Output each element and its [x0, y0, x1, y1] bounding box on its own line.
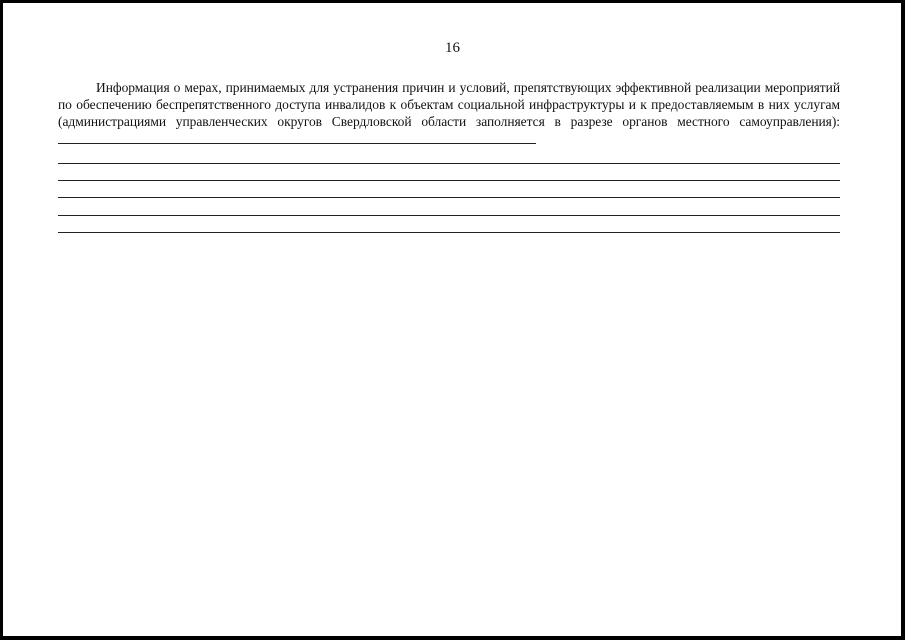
page-number: 16: [445, 40, 460, 56]
form-paragraph: [58, 79, 840, 148]
answer-line[interactable]: [58, 180, 840, 181]
page-border-left: [0, 0, 3, 640]
page-border-top: [0, 0, 905, 3]
answer-line[interactable]: [58, 197, 840, 198]
page-border-right: [901, 0, 905, 640]
answer-line[interactable]: [58, 232, 840, 233]
form-question-text: Информация о мерах, принимаемых для устранения причин и условий, препятствующих эффективной реализации мероприятий по обеспечению беспрепятственного доступа инвалидов к объектам социальной инфраструктуры и к предоставляемым в них услугам (администрациями управленческих округов Свердловской области заполняется в разрезе органов местного самоуправления):: [58, 80, 840, 130]
answer-line[interactable]: [58, 215, 840, 216]
answer-inline-blank[interactable]: [58, 132, 536, 144]
page-border-bottom: [0, 636, 905, 640]
answer-line[interactable]: [58, 163, 840, 164]
